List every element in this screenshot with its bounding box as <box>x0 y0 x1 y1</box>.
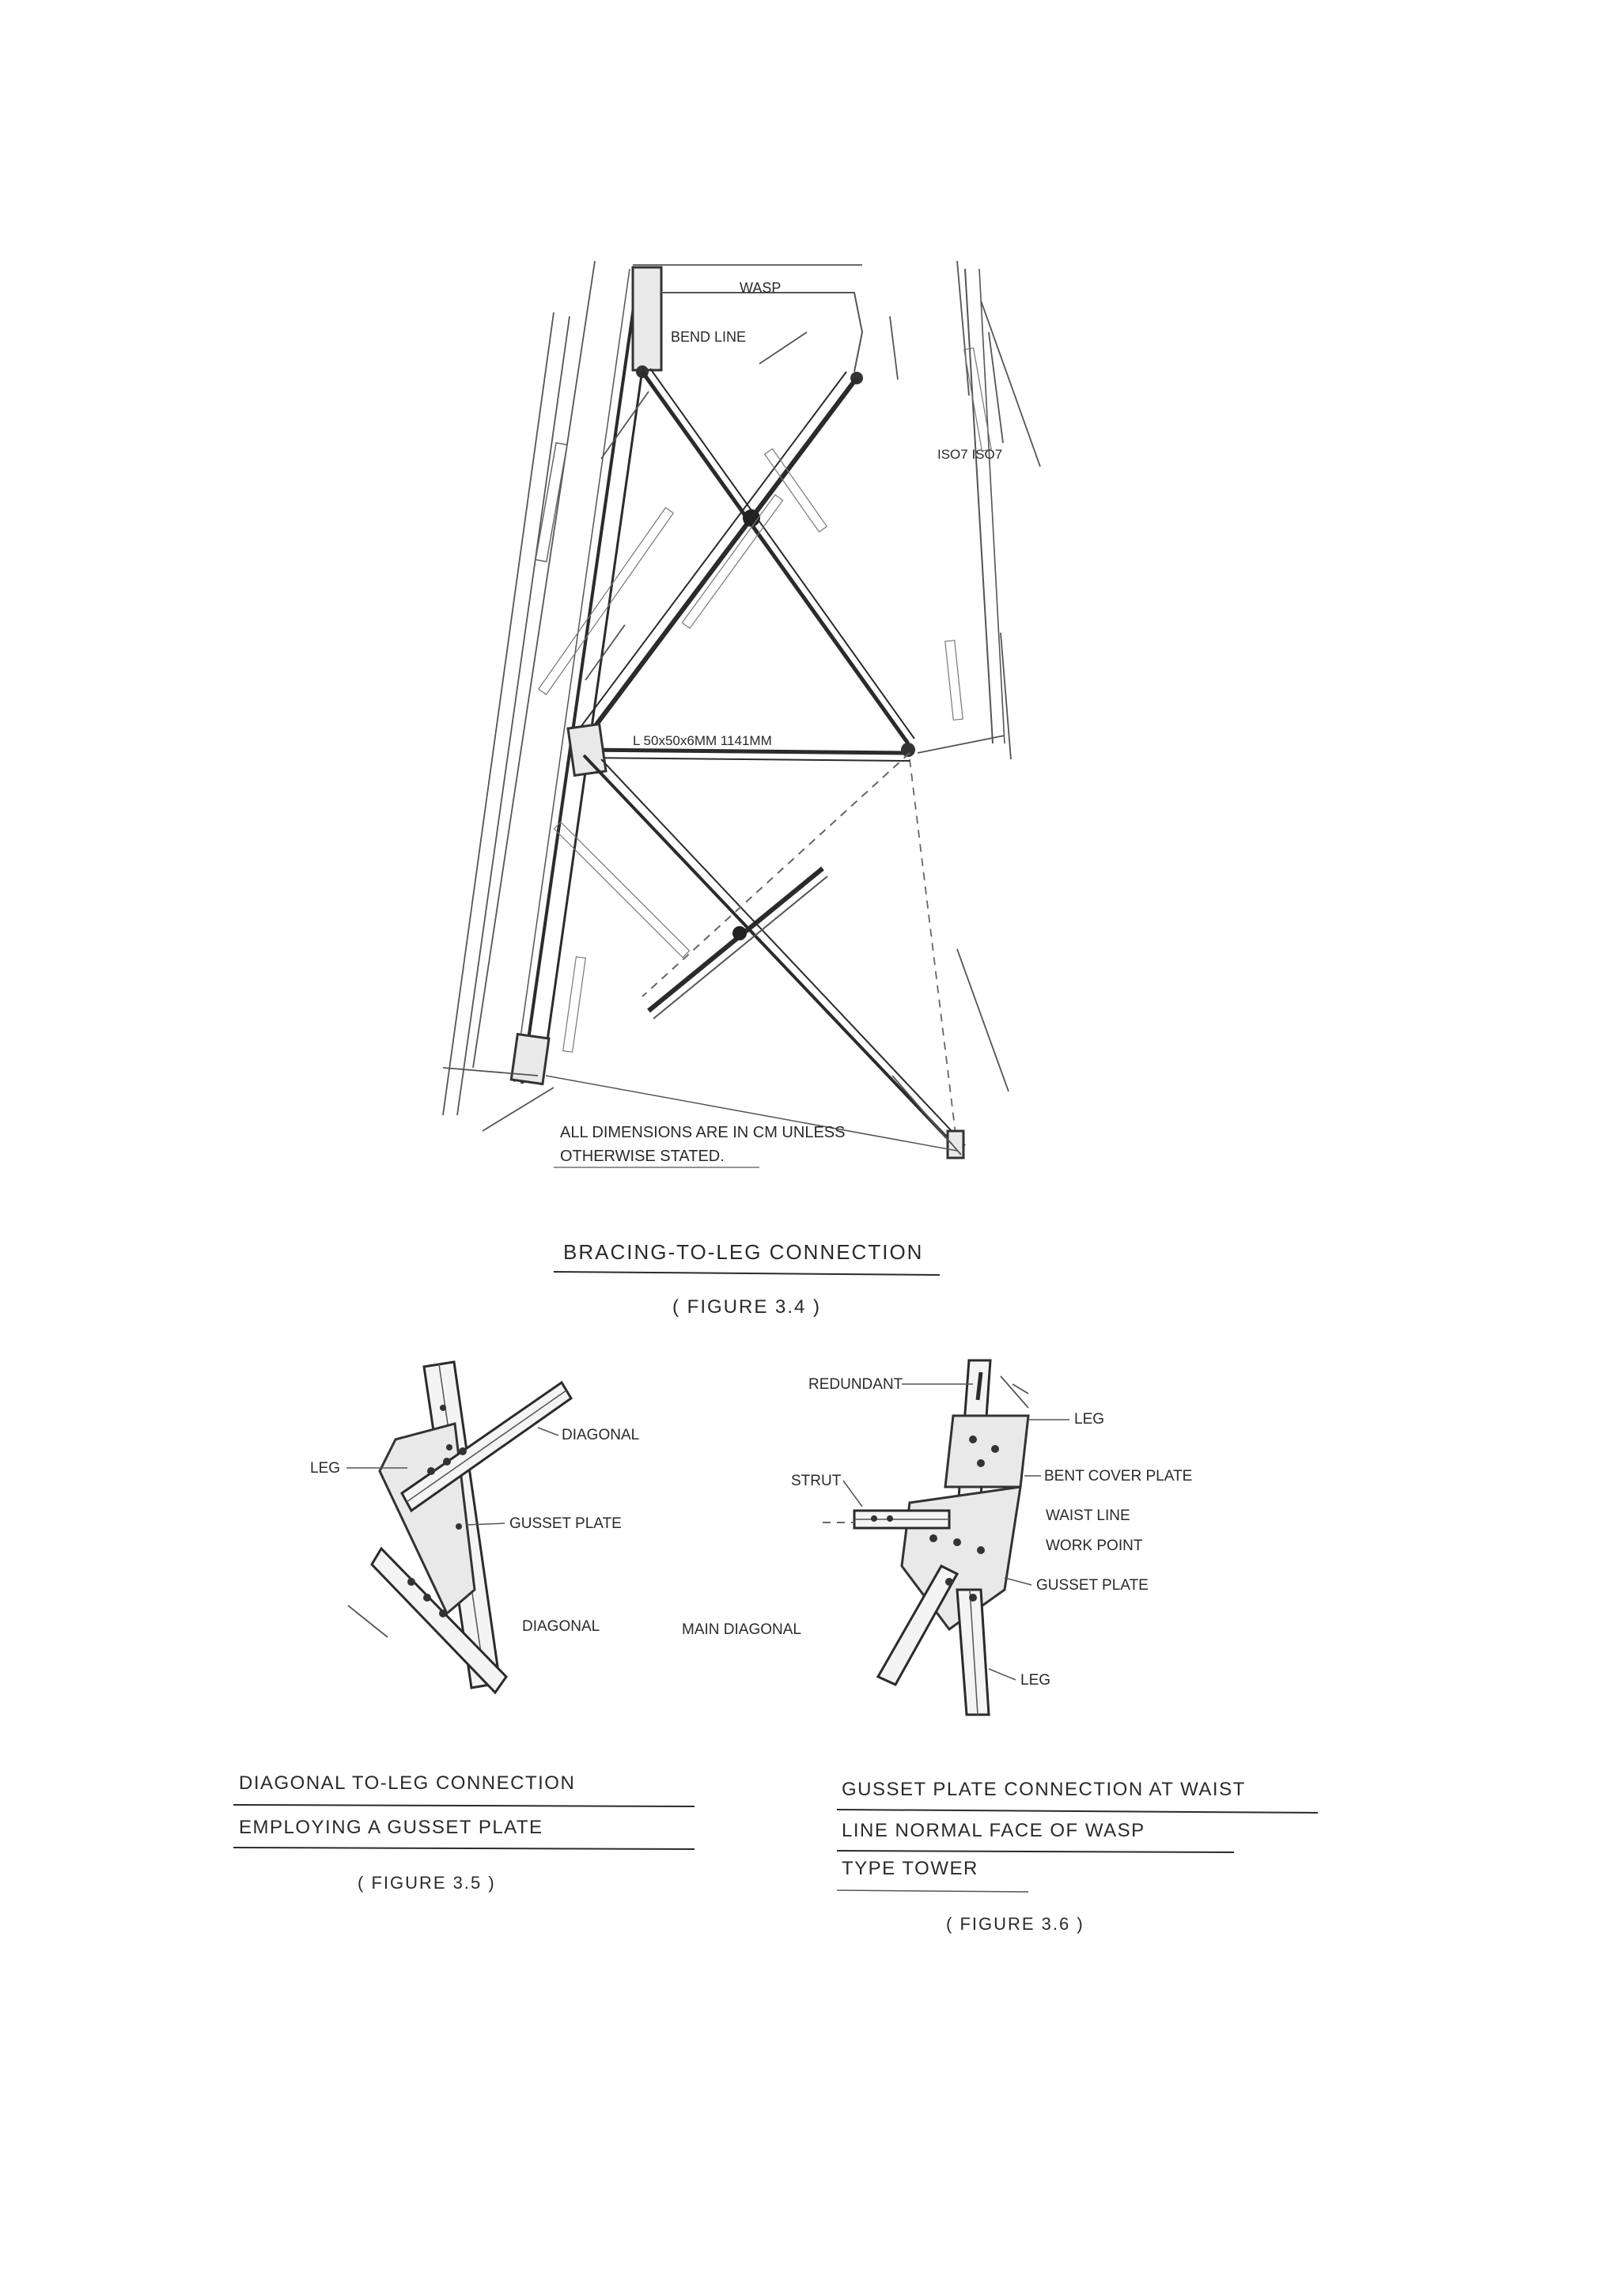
label-diagonal-top: DIAGONAL <box>562 1427 640 1443</box>
label-wasp: WASP <box>740 280 782 296</box>
label-diagonal-bottom: DIAGONAL <box>522 1618 600 1635</box>
label-bend-line: BEND LINE <box>671 329 747 345</box>
leg-splice-plate <box>511 1035 549 1084</box>
label-redundant: REDUNDANT <box>808 1376 903 1393</box>
horizontal-strut <box>577 750 910 761</box>
figure-waist-connection <box>682 1360 1318 1934</box>
caption-figure-3-6-line2: LINE NORMAL FACE OF WASP <box>842 1820 1145 1841</box>
caption-figure-3-4: BRACING-TO-LEG CONNECTION <box>563 1240 924 1264</box>
note-line-2: OTHERWISE STATED. <box>560 1148 725 1165</box>
strut-member <box>854 1511 949 1528</box>
figure-number-3-4: ( FIGURE 3.4 ) <box>672 1296 822 1318</box>
label-gusset-plate: GUSSET PLATE <box>509 1515 622 1532</box>
crossing-bolt-upper <box>743 509 760 527</box>
label-waist-line: WAIST LINE <box>1046 1507 1130 1524</box>
note-line-1: ALL DIMENSIONS ARE IN CM UNLESS <box>560 1124 846 1141</box>
label-leg-bottom: LEG <box>1020 1672 1051 1689</box>
lower-leg-angle <box>957 1590 989 1715</box>
figure-number-3-6: ( FIGURE 3.6 ) <box>946 1914 1084 1934</box>
label-strut: STRUT <box>791 1473 842 1489</box>
crossing-bolt-lower <box>732 926 747 940</box>
label-main-diagonal: MAIN DIAGONAL <box>682 1621 801 1638</box>
label-iso-spec: ISO7 ISO7 <box>937 447 1003 462</box>
caption-figure-3-6-line1: GUSSET PLATE CONNECTION AT WAIST <box>842 1779 1246 1800</box>
waist-gusset <box>568 724 606 776</box>
label-work-point: WORK POINT <box>1046 1538 1143 1554</box>
caption-figure-3-6-line3: TYPE TOWER <box>842 1858 978 1879</box>
redundant-member <box>649 868 827 1019</box>
lower-x-bracing <box>584 753 965 1148</box>
caption-figure-3-5-line1: DIAGONAL TO-LEG CONNECTION <box>239 1772 576 1794</box>
caption-figure-3-5-line2: EMPLOYING A GUSSET PLATE <box>239 1817 543 1838</box>
label-gusset-plate-right: GUSSET PLATE <box>1036 1577 1149 1594</box>
label-leg-top: LEG <box>1074 1411 1105 1428</box>
bent-cover-plate <box>945 1416 1028 1487</box>
figure-bracing-to-leg <box>443 261 1040 1318</box>
label-bent-cover-plate: BENT COVER PLATE <box>1044 1468 1193 1485</box>
label-leg: LEG <box>310 1460 341 1477</box>
figure-diagonal-to-leg <box>233 1362 695 1893</box>
label-strut-member: L 50x50x6MM 1141MM <box>633 733 772 748</box>
top-left-leg-plate <box>633 267 661 370</box>
figure-number-3-5: ( FIGURE 3.5 ) <box>358 1873 496 1893</box>
right-leg-member <box>910 269 1005 1147</box>
